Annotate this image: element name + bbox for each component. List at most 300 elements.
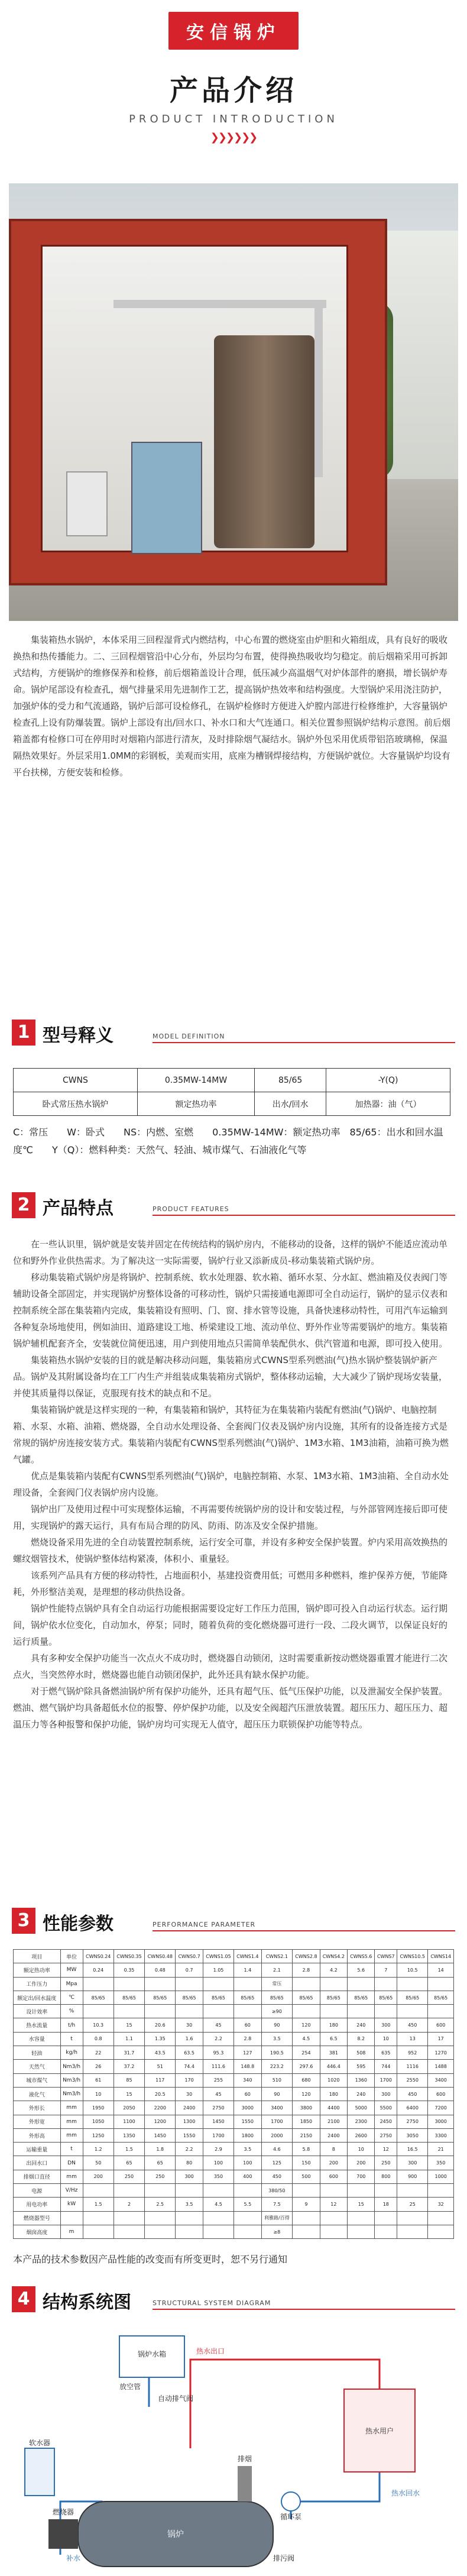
performance-value: 4.5 <box>293 2032 320 2046</box>
performance-value: 2550 <box>397 2073 428 2087</box>
performance-unit: t <box>60 2143 83 2156</box>
performance-value <box>176 1977 203 1991</box>
label-heater: 锅炉 <box>167 2530 184 2539</box>
performance-value: 150 <box>293 2156 320 2170</box>
performance-value: ≥8 <box>261 2225 293 2238</box>
section-divider <box>153 1042 455 1043</box>
performance-value: 1350 <box>113 2128 144 2142</box>
performance-row <box>14 2211 454 2225</box>
model-note: C：常压 W：卧式 NS：内燃、室燃 0.35MW-14MW：额定热功率 85/65：出水和回水温度℃ Y（Q）：燃料种类：天然气、轻油、城市煤气、石油液化气等 <box>13 1127 443 1156</box>
performance-value: 2.8 <box>234 2032 261 2046</box>
performance-value: 85/65 <box>375 1991 397 2004</box>
performance-header-row <box>14 1950 454 1963</box>
performance-value: 200 <box>348 2156 375 2170</box>
performance-value: 952 <box>397 2046 428 2060</box>
photo-boiler <box>214 335 314 548</box>
label-hot-water-system: 热水用户 <box>365 2427 394 2435</box>
performance-unit: % <box>60 2005 83 2018</box>
flue-stack-icon <box>238 2466 252 2501</box>
performance-row-label: 外形长 <box>14 2101 61 2115</box>
performance-value: 10 <box>375 2032 397 2046</box>
performance-value: 5.6 <box>348 1963 375 1977</box>
performance-value: 2750 <box>375 2128 397 2142</box>
performance-unit: Nm3/h <box>60 2060 83 2073</box>
performance-value <box>375 1977 397 1991</box>
performance-row-label: 烟囱高度 <box>14 2225 61 2238</box>
performance-value: 90 <box>261 2087 293 2101</box>
performance-value: 1270 <box>428 2046 454 2060</box>
performance-value <box>145 2211 176 2225</box>
performance-value: 43.5 <box>145 2046 176 2060</box>
performance-value: 1700 <box>203 2128 234 2142</box>
performance-value <box>113 2005 144 2018</box>
performance-value: 1550 <box>234 2115 261 2128</box>
performance-value: 3400 <box>261 2101 293 2115</box>
performance-value: 2.2 <box>176 2143 203 2156</box>
performance-value: 0.48 <box>145 1963 176 1977</box>
section-number: 2 <box>12 1192 35 1218</box>
label-boiler-water-tank: 锅炉水箱 <box>137 2350 167 2358</box>
performance-value <box>348 2225 375 2238</box>
performance-value: 300 <box>375 2087 397 2101</box>
section-divider <box>153 1930 455 1931</box>
performance-value: 85/65 <box>293 1991 320 2004</box>
performance-value: 0.35 <box>113 1963 144 1977</box>
performance-value <box>203 2005 234 2018</box>
performance-value <box>145 1977 176 1991</box>
performance-value: 85/65 <box>261 1991 293 2004</box>
performance-value <box>176 2211 203 2225</box>
performance-value: 500 <box>293 2170 320 2183</box>
performance-value: 170 <box>176 2073 203 2087</box>
performance-value: 100 <box>203 2156 234 2170</box>
performance-value <box>293 2225 320 2238</box>
performance-row <box>14 2156 454 2170</box>
performance-value <box>375 2225 397 2238</box>
performance-value: 180 <box>320 2087 347 2101</box>
performance-value <box>397 2005 428 2018</box>
performance-value: 15 <box>113 2018 144 2032</box>
performance-unit: V/Hz <box>60 2184 83 2198</box>
model-row-meanings <box>14 1092 450 1116</box>
performance-value: 2750 <box>203 2101 234 2115</box>
performance-value: CWNS1.4 <box>234 1950 261 1963</box>
performance-value <box>428 1977 454 1991</box>
page-title: 产品介绍 <box>169 74 297 107</box>
section-subtitle: PERFORMANCE PARAMETER <box>153 1921 256 1928</box>
performance-value: 148.8 <box>234 2060 261 2073</box>
feature-paragraph: 在一些认识里，锅炉就是安装并固定在传统结构的锅炉房内，不能移动的设备，这样的锅炉不能适应流动单位和野外作业供热需求。为了解决这一实际需要，锅炉行业又添新成员-移动集装箱式锅炉房。 <box>13 1239 448 1266</box>
performance-unit: DN <box>60 2156 83 2170</box>
performance-value: 125 <box>261 2156 293 2170</box>
structure-diagram-svg <box>13 2324 454 2572</box>
performance-value: 3.5 <box>261 2032 293 2046</box>
performance-value <box>428 2211 454 2225</box>
performance-value: 7.5 <box>261 2198 293 2211</box>
intro-paragraph: 集装箱热水锅炉，本体采用三回程湿背式内燃结构，中心布置的燃烧室由炉胆和火箱组成，具有良好的吸收换热和热传播能力。二、三回程烟管沿中心分布，外层均匀布置，使得换热吸收均匀稳定。前后烟箱采用可拆卸式结构，方便锅炉的维修保养和检修，前后烟箱盖设计合理，低压减少高温烟气对炉体部件的磨损，增长锅炉寿命。锅炉尾部设有检查孔，烟气排量采用先进制作工艺，提高锅炉热效率和结构强度。大型锅炉采用浇注防护，加强炉体的受力和气流通路，锅炉后部可设检修孔，在锅炉检修时方便进入炉膛内部进行检修维护，大容量锅炉检查孔上设有防爆装置。锅炉上部设有出/回水口、补水口和大气连通口。相关位置参照锅炉结构示意图。前后烟箱盖都有检修口可在停用时对烟箱内部进行清灰，及时排除烟气凝结水。锅炉外包采用优质带铝箔玻璃棉，保温隔热效果好。外层采用1.0MM的彩钢板，美观而实用，底座为槽钢焊接结构，方便锅炉就位。大容量锅炉均设有平台扶梯，方便安装和检修。 <box>13 635 451 778</box>
performance-table <box>13 1949 454 2239</box>
section-number: 3 <box>12 1908 35 1934</box>
performance-row <box>14 2184 454 2198</box>
label-softener: 软水器 <box>28 2439 51 2447</box>
performance-value <box>176 2225 203 2238</box>
performance-value <box>83 2184 113 2198</box>
performance-value: 10 <box>83 2087 113 2101</box>
performance-row <box>14 1963 454 1977</box>
performance-value <box>375 2005 397 2018</box>
model-cell: 0.35MW-14MW <box>137 1069 254 1092</box>
performance-value: 2750 <box>397 2115 428 2128</box>
performance-value: 120 <box>293 2087 320 2101</box>
performance-value: 17 <box>428 2032 454 2046</box>
performance-value: 85/65 <box>83 1991 113 2004</box>
performance-row <box>14 2073 454 2087</box>
performance-value: 450 <box>397 2018 428 2032</box>
model-row-codes <box>14 1069 450 1092</box>
performance-row-label: 燃烧器型号 <box>14 2211 61 2225</box>
performance-value: 255 <box>203 2073 234 2087</box>
performance-row <box>14 2005 454 2018</box>
performance-value: CWNS10.5 <box>397 1950 428 1963</box>
performance-value: 1200 <box>145 2115 176 2128</box>
label-burner: 燃烧器 <box>52 2508 74 2516</box>
performance-row-label: 用电功率 <box>14 2198 61 2211</box>
performance-row-label: 运输重量 <box>14 2143 61 2156</box>
performance-value <box>348 2211 375 2225</box>
performance-value <box>320 2225 347 2238</box>
feature-paragraph: 该系列产品具有方便的移动特性，占地面积小，基建投资费用低；可燃用多种燃料，维护保养方便，节能降耗，外形整洁美观，是理想的移动供热设备。 <box>13 1570 448 1597</box>
performance-value: 6.5 <box>320 2032 347 2046</box>
performance-value <box>145 2225 176 2238</box>
performance-value: 1050 <box>83 2115 113 2128</box>
performance-value: 3000 <box>428 2115 454 2128</box>
performance-value: 8.2 <box>348 2032 375 2046</box>
performance-value: 2400 <box>320 2128 347 2142</box>
performance-value: 60 <box>234 2018 261 2032</box>
performance-value: CWNS0.24 <box>83 1950 113 1963</box>
performance-unit <box>60 2211 83 2225</box>
performance-value: CWNS0.35 <box>113 1950 144 1963</box>
performance-value <box>234 2225 261 2238</box>
structure-diagram <box>13 2324 454 2572</box>
performance-value: 60 <box>234 2087 261 2101</box>
performance-value: 3400 <box>428 2073 454 2087</box>
performance-value <box>203 1977 234 1991</box>
performance-value: 600 <box>428 2087 454 2101</box>
performance-row-label: 额定热功率 <box>14 1963 61 1977</box>
label-drain: 排污阀 <box>273 2554 295 2562</box>
performance-value: 2.5 <box>145 2198 176 2211</box>
performance-value <box>145 2184 176 2198</box>
performance-value <box>428 2184 454 2198</box>
performance-value <box>397 2184 428 2198</box>
performance-value <box>83 1977 113 1991</box>
performance-row <box>14 2018 454 2032</box>
performance-value: 3.5 <box>176 2198 203 2211</box>
performance-value: 120 <box>293 2018 320 2032</box>
performance-value: CWNS2.1 <box>261 1950 293 1963</box>
section-subtitle: STRUCTURAL SYSTEM DIAGRAM <box>153 2299 271 2307</box>
performance-value <box>113 2211 144 2225</box>
performance-unit: Nm3/h <box>60 2087 83 2101</box>
performance-unit: ℃ <box>60 1991 83 2004</box>
performance-value: 32 <box>428 2198 454 2211</box>
performance-value: 5.5 <box>234 2198 261 2211</box>
performance-value: 14 <box>428 1963 454 1977</box>
section-title: 产品特点 <box>43 1198 113 1219</box>
performance-value: 400 <box>234 2170 261 2183</box>
performance-value: 381 <box>320 2046 347 2060</box>
performance-value: 85/65 <box>203 1991 234 2004</box>
performance-value: 85/65 <box>397 1991 428 2004</box>
performance-value: 300 <box>397 2156 428 2170</box>
performance-value: 900 <box>397 2170 428 2183</box>
performance-value: 635 <box>375 2046 397 2060</box>
performance-value: 200 <box>320 2156 347 2170</box>
performance-value: 12 <box>320 2198 347 2211</box>
performance-value: 350 <box>428 2156 454 2170</box>
performance-value: 7200 <box>428 2101 454 2115</box>
performance-value: 117 <box>145 2073 176 2087</box>
feature-paragraph: 对于燃气锅炉除具备燃油锅炉所有保护功能外，还具有超气压、低气压保护功能，以及泄漏安全保护装置。燃油、燃气锅炉均具备超低水位的报警、停炉保护功能，以及安全阀超汽压泄放装置。超压压力、超压压力、超温压力等各种报警和保护功能，锅炉房均可实现无人值守，超压压力联锁保护功能等特点。 <box>13 1686 448 1730</box>
photo-container-interior <box>41 245 348 552</box>
header <box>0 0 467 183</box>
performance-value: 1.35 <box>145 2032 176 2046</box>
performance-value: 2600 <box>348 2128 375 2142</box>
performance-unit: mm <box>60 2170 83 2183</box>
performance-row-label: 外形宽 <box>14 2115 61 2128</box>
performance-value <box>293 1977 320 1991</box>
performance-value <box>203 2211 234 2225</box>
performance-value: 2.8 <box>293 1963 320 1977</box>
performance-unit: t <box>60 2032 83 2046</box>
performance-value: 65 <box>145 2156 176 2170</box>
performance-value: 20.5 <box>145 2087 176 2101</box>
section-subtitle: MODEL DEFINITION <box>153 1033 225 1040</box>
performance-value <box>320 2184 347 2198</box>
performance-value: CWNS0.48 <box>145 1950 176 1963</box>
performance-row-label: 项目 <box>14 1950 61 1963</box>
performance-row-label: 城市煤气 <box>14 2073 61 2087</box>
performance-row <box>14 2046 454 2060</box>
performance-value: 3050 <box>397 2128 428 2142</box>
performance-value: 63.5 <box>176 2046 203 2060</box>
performance-value: 1100 <box>113 2115 144 2128</box>
performance-row <box>14 1977 454 1991</box>
performance-value: 1450 <box>203 2115 234 2128</box>
performance-value <box>293 2005 320 2018</box>
performance-value: 350 <box>203 2170 234 2183</box>
model-cell: CWNS <box>14 1069 138 1092</box>
performance-value: CWNS4.2 <box>320 1950 347 1963</box>
performance-unit: mm <box>60 2115 83 2128</box>
performance-value: 7 <box>375 1963 397 1977</box>
performance-unit: mm <box>60 2101 83 2115</box>
performance-value: 2400 <box>176 2101 203 2115</box>
performance-row-label: 轻油 <box>14 2046 61 2060</box>
model-cell: 出水/回水 <box>255 1092 326 1116</box>
performance-value: 800 <box>375 2170 397 2183</box>
performance-unit: Mpa <box>60 1977 83 1991</box>
performance-value: 1020 <box>320 2073 347 2087</box>
performance-value: 250 <box>375 2156 397 2170</box>
performance-value: 2450 <box>375 2115 397 2128</box>
performance-value: 1.6 <box>176 2032 203 2046</box>
section-number: 4 <box>12 2286 35 2312</box>
performance-value: 常压 <box>261 1977 293 1991</box>
performance-value: 90 <box>261 2018 293 2032</box>
model-cell: -Y(Q) <box>326 1069 450 1092</box>
performance-value: 0.8 <box>83 2032 113 2046</box>
section-features-heading <box>12 1190 455 1221</box>
performance-value: 30 <box>176 2018 203 2032</box>
section-title: 性能参数 <box>43 1914 113 1934</box>
performance-value: 85/65 <box>113 1991 144 2004</box>
performance-row <box>14 2143 454 2156</box>
label-hot-water-return: 热水回水 <box>391 2489 420 2497</box>
performance-value <box>83 2005 113 2018</box>
section-title: 结构系统图 <box>43 2292 131 2313</box>
performance-value: 4.2 <box>320 1963 347 1977</box>
performance-value: 127 <box>234 2046 261 2060</box>
performance-value <box>320 2211 347 2225</box>
return-pipe <box>291 2472 380 2519</box>
performance-value: 85 <box>113 2073 144 2087</box>
performance-value: 8 <box>320 2143 347 2156</box>
product-photo <box>9 183 458 621</box>
performance-value: 223.2 <box>261 2060 293 2073</box>
performance-value: 300 <box>375 2018 397 2032</box>
performance-value: 5500 <box>375 2101 397 2115</box>
feature-paragraph: 优点是集装箱内装配有CWNS型系列燃油(气)锅炉，电脑控制箱、水泵、1M3水箱、1M3油箱、全自动水处理设备，全套阀门仪表锅炉房内设施。 <box>13 1471 449 1498</box>
section-performance-heading <box>12 1905 455 1936</box>
performance-value: 4400 <box>320 2101 347 2115</box>
performance-value: 2.9 <box>203 2143 234 2156</box>
performance-value: 1.2 <box>83 2143 113 2156</box>
model-cell: 卧式常压热水锅炉 <box>14 1092 138 1116</box>
performance-value <box>113 2225 144 2238</box>
performance-value: 12 <box>375 2143 397 2156</box>
burner-icon <box>48 2519 78 2549</box>
performance-value: 680 <box>293 2073 320 2087</box>
model-cell: 额定热功率 <box>137 1092 254 1116</box>
performance-row <box>14 2198 454 2211</box>
performance-row-label: 设计效率 <box>14 2005 61 2018</box>
features-text <box>13 1236 454 1733</box>
performance-value: 4.5 <box>203 2198 234 2211</box>
performance-value: CWNS7 <box>375 1950 397 1963</box>
performance-value: 85/65 <box>234 1991 261 2004</box>
section-divider <box>153 1215 455 1216</box>
performance-value: 446.4 <box>320 2060 347 2073</box>
performance-row-label: 液化气 <box>14 2087 61 2101</box>
performance-value: 85/65 <box>145 1991 176 2004</box>
performance-value: 600 <box>428 2018 454 2032</box>
performance-value: 16.5 <box>397 2143 428 2156</box>
performance-value: 2000 <box>261 2128 293 2142</box>
performance-unit: kW <box>60 2198 83 2211</box>
section-title: 型号释义 <box>43 1025 113 1046</box>
brand-badge: 安信锅炉 <box>168 12 299 50</box>
performance-value: 2100 <box>320 2115 347 2128</box>
performance-row <box>14 1991 454 2004</box>
performance-value: CWNS5.6 <box>348 1950 375 1963</box>
performance-value: 1116 <box>397 2060 428 2073</box>
performance-value: 6400 <box>397 2101 428 2115</box>
performance-value <box>375 2184 397 2198</box>
performance-value <box>320 1977 347 1991</box>
performance-value: 700 <box>348 2170 375 2183</box>
performance-row-label: 排烟口直径 <box>14 2170 61 2183</box>
performance-row <box>14 2128 454 2142</box>
performance-value: CWNS2.8 <box>293 1950 320 1963</box>
performance-value <box>234 2184 261 2198</box>
photo-pump <box>131 442 202 554</box>
performance-unit: Nm3/h <box>60 2073 83 2087</box>
performance-value: 61 <box>83 2073 113 2087</box>
performance-row-label: 工作压力 <box>14 1977 61 1991</box>
performance-value: 2150 <box>293 2128 320 2142</box>
performance-value: 80 <box>176 2156 203 2170</box>
performance-value: 51 <box>145 2060 176 2073</box>
performance-value <box>83 2211 113 2225</box>
performance-value: 15 <box>113 2087 144 2101</box>
performance-value: 1850 <box>293 2115 320 2128</box>
model-table <box>13 1068 450 1116</box>
feature-paragraph: 锅炉出厂及使用过程中可实现整体运输，不再需要传统锅炉房的设计和安装过程，与外部管网连接后即可使用，实现锅炉的露天运行，具有布局合理的防风、防雨、防冻及安全保护措施。 <box>13 1504 448 1531</box>
performance-value: 1.5 <box>113 2143 144 2156</box>
performance-value: 74.4 <box>176 2060 203 2073</box>
performance-value <box>113 2184 144 2198</box>
performance-value: 利雅路/百得 <box>261 2211 293 2225</box>
performance-value <box>234 1977 261 1991</box>
performance-value: 85/65 <box>176 1991 203 2004</box>
model-cell: 85/65 <box>255 1069 326 1092</box>
performance-value: 3300 <box>428 2128 454 2142</box>
performance-value: 450 <box>261 2170 293 2183</box>
photo-control-panel <box>66 471 108 536</box>
performance-row-label: 热水流量 <box>14 2018 61 2032</box>
performance-value <box>293 2184 320 2198</box>
performance-value: 10.3 <box>83 2018 113 2032</box>
feature-paragraph: 集装箱锅炉就是这样实现的一种，有集装箱和锅炉，其特征为在集装箱内装配有燃油(气)锅炉、电脑控制箱、水泵、水箱、油箱、燃烧器，全自动水处理设备、全套阀门仪表及锅炉房内设施，其所有的设备连接方式是常规的锅炉房连接安装方式。集装箱内装配有CWNS型系列燃油(气)锅炉、1M3水箱、1M3油箱，油箱可换为燃气罐。 <box>13 1404 449 1465</box>
performance-row-label: 电源 <box>14 2184 61 2198</box>
performance-value: 85/65 <box>320 1991 347 2004</box>
performance-value: 10 <box>348 2143 375 2156</box>
performance-value: 9 <box>293 2198 320 2211</box>
performance-value <box>234 2005 261 2018</box>
performance-row <box>14 2225 454 2238</box>
performance-value: 10.5 <box>397 1963 428 1977</box>
softener-icon <box>25 2448 54 2496</box>
performance-value <box>203 2184 234 2198</box>
performance-value: 50 <box>83 2156 113 2170</box>
photo-container <box>9 219 387 585</box>
performance-value: 180 <box>320 2018 347 2032</box>
performance-value: 1300 <box>176 2115 203 2128</box>
feature-paragraph: 集装箱热水锅炉安装的目的就是解决移动问题，集装箱房式CWNS型系列燃油(气)热水锅炉整装锅炉新产品。锅炉及其附属设备均在工厂内生产并组装成集装箱房式锅炉，整体移动运输，大大减少了锅炉现场安装量，并使其质量得以保证，克服现有技术的缺点和不足。 <box>13 1355 448 1399</box>
performance-unit: 单位 <box>60 1950 83 1963</box>
performance-value: 45 <box>203 2087 234 2101</box>
feature-paragraph: 具有多种安全保护功能当一次点火不成功时，燃烧器自动锁闭，这时需要重新按动燃烧器重置才能进行二次点火，当突然停水时，燃烧器也能自动锁闭保护，此外还具有缺水保护功能。 <box>13 1653 448 1680</box>
performance-value: 15 <box>348 2198 375 2211</box>
performance-value: 18 <box>375 2198 397 2211</box>
performance-value <box>176 2005 203 2018</box>
performance-value: 2.1 <box>261 1963 293 1977</box>
performance-value <box>320 2005 347 2018</box>
performance-value: 1.4 <box>234 1963 261 1977</box>
performance-value: 30 <box>176 2087 203 2101</box>
